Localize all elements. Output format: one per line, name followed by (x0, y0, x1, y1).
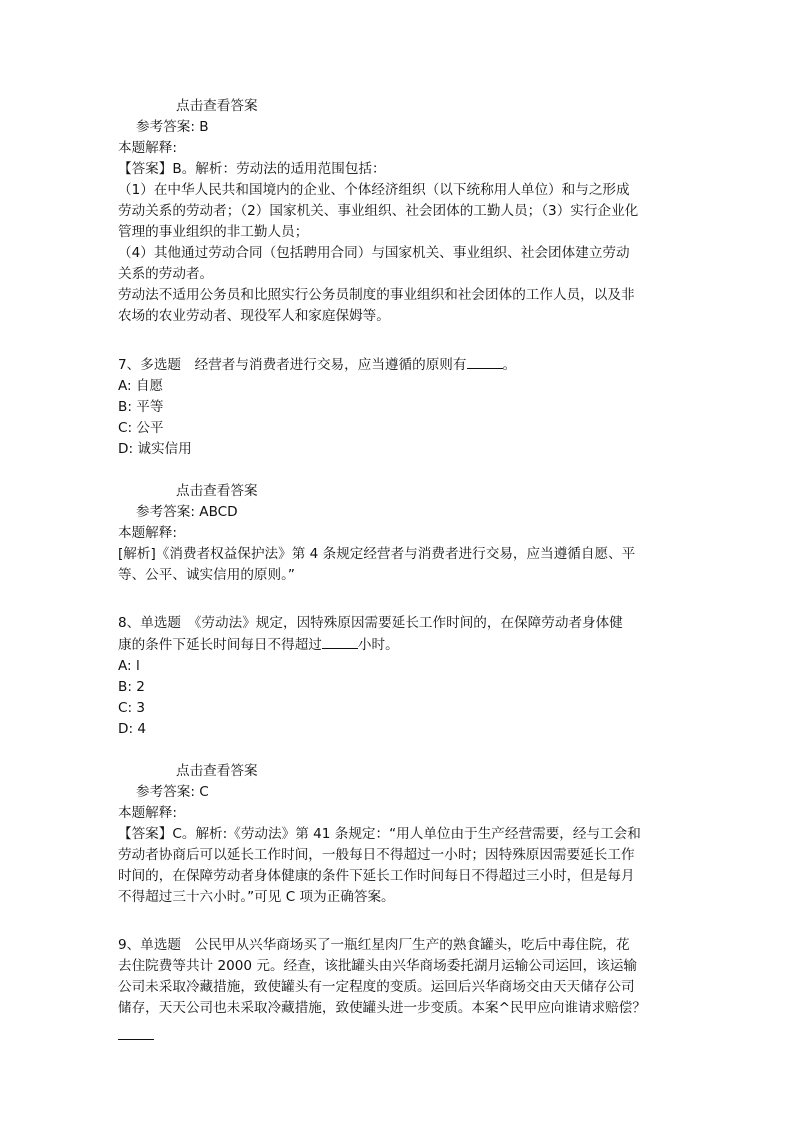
option-d[interactable]: D: 4 (118, 721, 147, 737)
show-answer-link[interactable]: 点击查看答案 (176, 98, 258, 114)
analysis-text: 等、公平、诚实信用的原则。” (118, 567, 295, 583)
option-c[interactable]: C: 3 (118, 700, 146, 716)
question-stem (118, 634, 686, 656)
reference-answer: 参考答案: ABCD (136, 504, 238, 520)
reference-answer: 参考答案: C (136, 784, 209, 800)
question-stem: 8、单选题 《劳动法》规定，因特殊原因需要延长工作时间的，在保障劳动者身体健 (118, 615, 623, 631)
option-a[interactable]: A: l (118, 658, 140, 674)
analysis-text: 【答案】C。解析:《劳动法》第 41 条规定：“用人单位由于生产经营需要，经与工会和 (118, 826, 641, 842)
option-c[interactable]: C: 公平 (118, 420, 164, 436)
option-a[interactable]: A: 自愿 (118, 378, 164, 394)
analysis-text: 劳动关系的劳动者；（2）国家机关、事业组织、社会团体的工勤人员；（3）实行企业化 (118, 203, 639, 219)
option-b[interactable]: B: 2 (118, 679, 145, 695)
question-stem: 9、单选题 公民甲从兴华商场买了一瓶红星肉厂生产的熟食罐头，吃后中毒住院，花 (118, 937, 630, 953)
show-answer-link[interactable]: 点击查看答案 (176, 483, 258, 499)
reference-answer: 参考答案: B (136, 119, 209, 135)
analysis-text: 【答案】B。解析：劳动法的适用范围包括： (118, 161, 386, 177)
answer-blank (467, 354, 503, 369)
analysis-text: 劳动法不适用公务员和比照实行公务员制度的事业组织和社会团体的工作人员，以及非 (118, 287, 635, 303)
analysis-text: 管理的事业组织的非工勤人员； (118, 224, 309, 240)
analysis-text: 关系的劳动者。 (118, 266, 214, 282)
question-stem-text: 。 (502, 357, 517, 373)
answer-blank (118, 1023, 154, 1040)
question-stem: 储存，天天公司也未采取冷藏措施，致使罐头进一步变质。本案^民甲应向谁请求赔偿？ (118, 1000, 646, 1016)
analysis-title: 本题解释: (118, 525, 177, 541)
show-answer-link[interactable]: 点击查看答案 (176, 763, 258, 779)
analysis-text: 农场的农业劳动者、现役军人和家庭保姆等。 (118, 308, 390, 324)
answer-blank (322, 634, 358, 649)
option-d[interactable]: D: 诚实信用 (118, 441, 192, 457)
question-stem: 去住院费等共计 2000 元。经查，该批罐头由兴华商场委托湖月运输公司运回，该运输 (118, 958, 638, 974)
analysis-title: 本题解释: (118, 140, 177, 156)
document-content (118, 96, 686, 1040)
analysis-text: （4）其他通过劳动合同（包括聘用合同）与国家机关、事业组织、社会团体建立劳动 (118, 245, 630, 261)
analysis-text: 不得超过三十六小时。”可见 C 项为正确答案。 (118, 889, 395, 905)
question-stem-text: 小时。 (357, 637, 399, 653)
analysis-title: 本题解释: (118, 805, 177, 821)
question-stem: 公司未采取冷藏措施，致使罐头有一定程度的变质。运回后兴华商场交由天天储存公司 (118, 979, 635, 995)
analysis-text: 劳动者协商后可以延长工作时间，一般每日不得超过一小时；因特殊原因需要延长工作 (118, 847, 635, 863)
analysis-text: （1）在中华人民共和国境内的企业、个体经济组织（以下统称用人单位）和与之形成 (118, 182, 630, 198)
question-stem-text: 康的条件下延长时间每日不得超过 (118, 637, 322, 653)
question-stem-text: 7、多选题 经营者与消费者进行交易，应当遵循的原则有 (118, 357, 467, 373)
option-b[interactable]: B: 平等 (118, 399, 164, 415)
analysis-text: 时间的，在保障劳动者身体健康的条件下延长工作时间每日不得超过三小时，但是每月 (118, 868, 635, 884)
analysis-text: [解析]《消费者权益保护法》第 4 条规定经营者与消费者进行交易，应当遵循自愿、平 (118, 546, 636, 562)
question-stem (118, 354, 686, 376)
